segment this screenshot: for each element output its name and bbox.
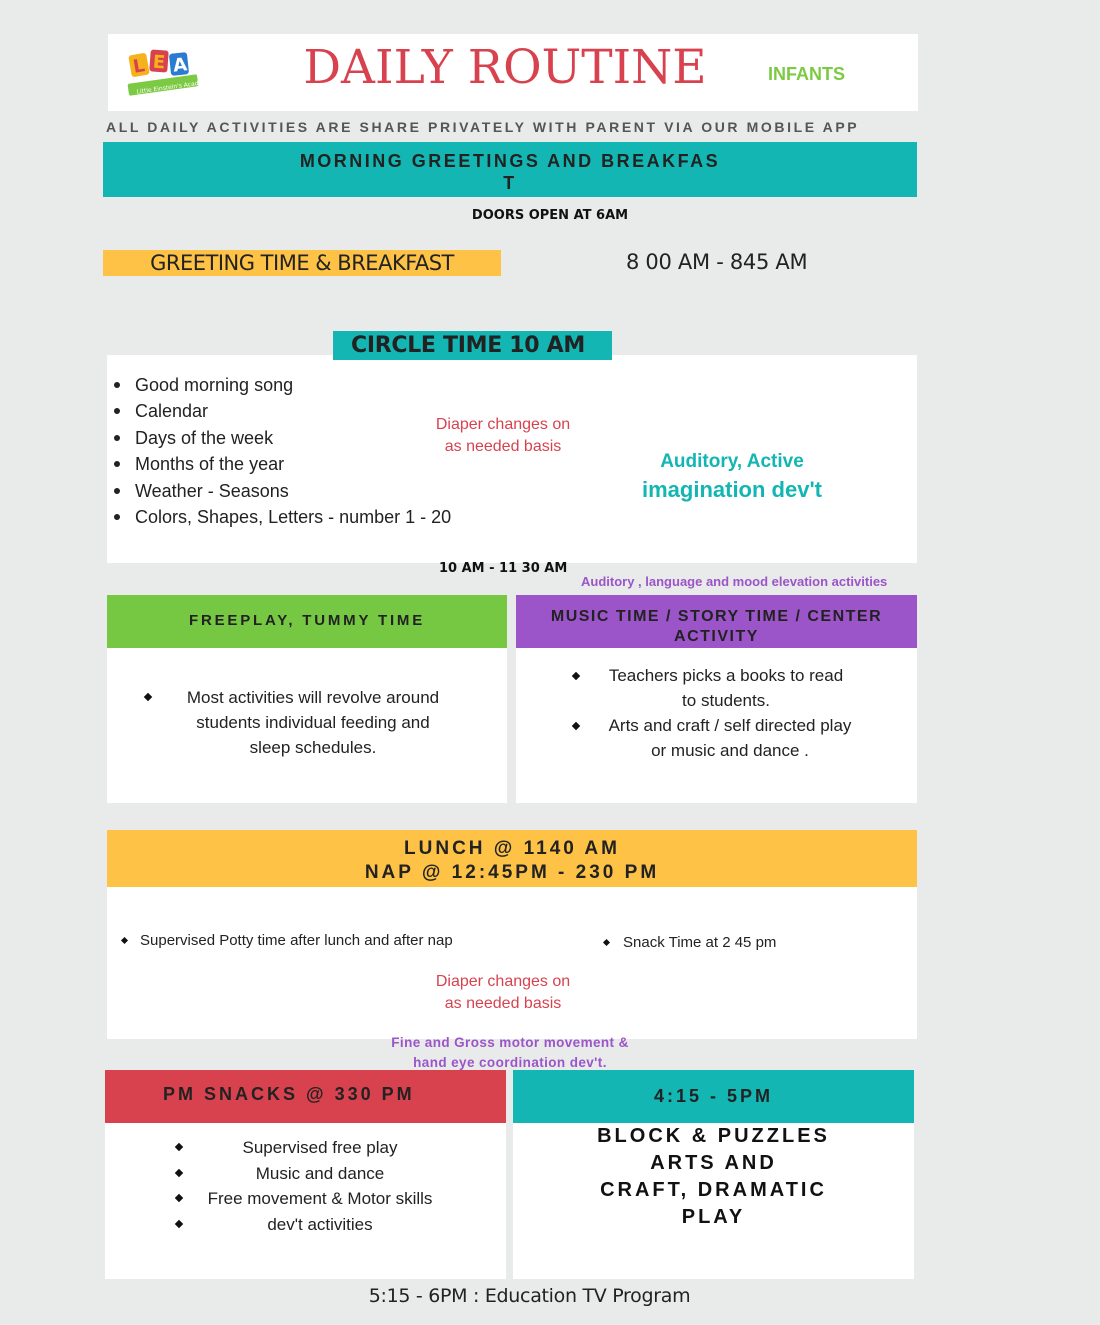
circle-time-list [107, 372, 451, 530]
auditory-skill-note: Auditory, Active imagination dev't [641, 451, 823, 502]
pm-snacks-header [105, 1070, 506, 1123]
diaper-note: Diaper changes on as needed basis [435, 973, 571, 1012]
morning-title [103, 142, 917, 194]
doors-open-note: DOORS OPEN AT 6AM [471, 208, 629, 223]
fine-motor-note: Fine and Gross motor movement & hand eye coordination dev't. [391, 1035, 629, 1070]
music-bullet-2: Arts and craft / self directed play or music and dance . [608, 716, 852, 760]
page-title: DAILY ROUTINE [303, 40, 707, 95]
lunch-title: LUNCH @ 1140 AM NAP @ 12:45PM - 230 PM [364, 838, 660, 883]
list-item: Music and dance [105, 1161, 506, 1187]
list-item: Calendar [107, 398, 451, 424]
list-item: Months of the year [107, 451, 451, 477]
bullet-icon [572, 672, 580, 680]
music-title: MUSIC TIME / STORY TIME / CENTER ACTIVITY [550, 608, 883, 645]
bullet-icon [603, 939, 610, 946]
svg-text:L: L [131, 55, 147, 78]
potty-note: Supervised Potty time after lunch and after nap [140, 932, 453, 949]
lunch-box [107, 887, 917, 1039]
pm-snacks-box [105, 1123, 506, 1279]
list-item: Weather - Seasons [107, 478, 451, 504]
freeplay-header [107, 595, 507, 648]
activity-time-range: 10 AM - 11 30 AM [439, 561, 568, 576]
lunch-header [107, 830, 917, 887]
morning-title-line1: MORNING GREETINGS AND BREAKFAS [299, 151, 721, 171]
pm-snacks-list [105, 1135, 506, 1237]
afternoon-header [513, 1070, 914, 1123]
greeting-time: 8 00 AM - 845 AM [626, 250, 808, 274]
afternoon-activities: BLOCK & PUZZLES ARTS AND CRAFT, DRAMATIC PLAY [597, 1125, 830, 1228]
list-item: Free movement & Motor skills [105, 1186, 506, 1212]
bullet-icon [144, 693, 152, 701]
snack-note: Snack Time at 2 45 pm [623, 934, 777, 951]
music-header [516, 595, 917, 648]
list-item: Colors, Shapes, Letters - number 1 - 20 [107, 504, 451, 530]
share-note: ALL DAILY ACTIVITIES ARE SHARE PRIVATELY WITH PARENT VIA OUR MOBILE APP [106, 119, 860, 135]
svg-text:A: A [172, 54, 189, 77]
greeting-label: GREETING TIME & BREAKFAST [103, 250, 501, 276]
list-item: Good morning song [107, 372, 451, 398]
freeplay-box [107, 648, 507, 803]
freeplay-title: FREEPLAY, TUMMY TIME [188, 612, 426, 629]
afternoon-time: 4:15 - 5PM [653, 1086, 774, 1106]
morning-title-line2: T [503, 173, 517, 193]
list-item: dev't activities [105, 1212, 506, 1238]
auditory-language-note: Auditory , language and mood elevation activities [581, 574, 888, 589]
afternoon-box [513, 1123, 914, 1279]
pm-snacks-title: PM SNACKS @ 330 PM [163, 1084, 415, 1104]
bullet-icon [572, 722, 580, 730]
list-item: Days of the week [107, 425, 451, 451]
age-group-tag: INFANTS [768, 64, 846, 84]
lea-logo [126, 46, 212, 96]
morning-band [103, 142, 917, 197]
list-item: Supervised free play [105, 1135, 506, 1161]
footer-tv-program: 5:15 - 6PM : Education TV Program [368, 1285, 691, 1307]
bullet-icon [121, 937, 128, 944]
svg-text:Little Einstein's Academy: Little Einstein's Academy [136, 78, 212, 96]
diaper-note: Diaper changes on as needed basis [435, 416, 571, 455]
music-box [516, 648, 917, 803]
svg-text:E: E [152, 51, 166, 74]
circle-time-label: CIRCLE TIME 10 AM [333, 331, 612, 360]
freeplay-text: Most activities will revolve around students individual feeding and sleep schedules. [186, 688, 440, 757]
music-bullet-1: Teachers picks a books to read to students. [608, 666, 844, 710]
